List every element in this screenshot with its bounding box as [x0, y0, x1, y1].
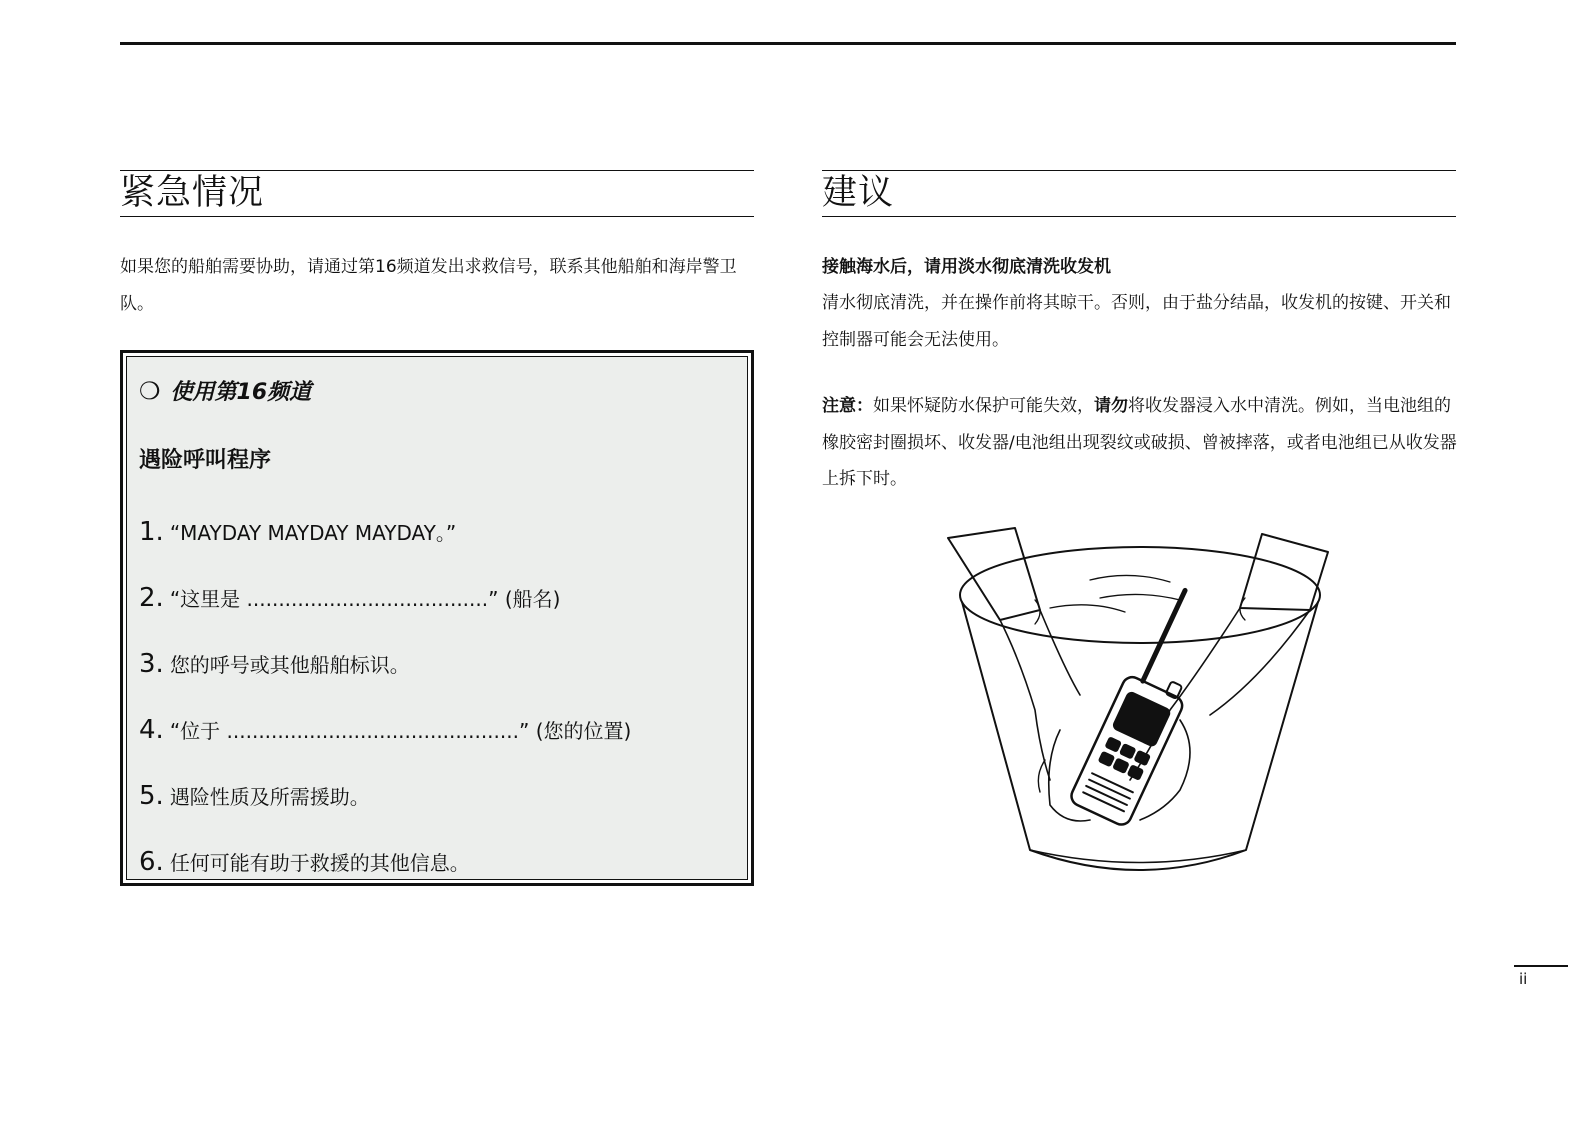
step-number: 6.: [139, 847, 164, 877]
section-heading-recommendation: [822, 170, 1456, 217]
step-text: “位于 ..............................................” (您的位置): [169, 719, 632, 743]
panel-subtitle: 遇险呼叫程序: [139, 448, 272, 473]
section-heading-emergency: [120, 170, 754, 217]
step-item: [139, 583, 560, 613]
washing-radio-illustration: [940, 520, 1340, 890]
ring-bullet-icon: ❍: [139, 377, 161, 405]
radio-handset: [1068, 583, 1227, 828]
panel-inner: [126, 356, 748, 880]
step-item: [139, 781, 370, 811]
page-number: ii: [1519, 970, 1528, 988]
heading-text: 建议: [822, 173, 895, 213]
heading-text: 紧急情况: [120, 173, 265, 213]
step-text: 遇险性质及所需援助。: [169, 785, 370, 809]
step-number: 1.: [139, 517, 164, 547]
tip-title: 接触海水后，请用淡水彻底清洗收发机: [822, 257, 1111, 277]
step-number: 3.: [139, 649, 164, 679]
page-marker-line: [1514, 965, 1568, 967]
caution-paragraph: [822, 388, 1462, 498]
step-item: [139, 649, 410, 679]
panel-title: [139, 375, 311, 406]
caution-warning: 请勿: [1094, 396, 1128, 416]
distress-call-panel: [120, 350, 754, 886]
step-number: 5.: [139, 781, 164, 811]
step-text: 您的呼号或其他船舶标识。: [169, 653, 410, 677]
step-item: [139, 517, 456, 547]
caution-text-1: 如果怀疑防水保护可能失效，: [873, 396, 1094, 416]
step-number: 4.: [139, 715, 164, 745]
step-number: 2.: [139, 583, 164, 613]
left-sleeve: [948, 528, 1040, 620]
caution-text-2: 将收发器浸入水中清洗。例如，当电池组的橡胶密封圈损坏、收发器/电池组出现裂纹或破损、曾被摔落，或者电池组已从收发器上拆下时。: [822, 396, 1457, 489]
step-item: [139, 847, 470, 877]
step-text: “MAYDAY MAYDAY MAYDAY。”: [169, 521, 457, 545]
right-sleeve: [1240, 534, 1328, 610]
step-text: “这里是 ......................................” (船名): [169, 587, 561, 611]
step-item: [139, 715, 631, 745]
intro-paragraph: 如果您的船舶需要协助，请通过第16频道发出求救信号，联系其他船舶和海岸警卫队。: [120, 257, 737, 314]
step-text: 任何可能有助于救援的其他信息。: [169, 851, 470, 875]
tip-body: 清水彻底清洗，并在操作前将其晾干。否则，由于盐分结晶，收发机的按键、开关和控制器可能会无法使用。: [822, 293, 1451, 350]
top-rule: [120, 42, 1456, 45]
caution-label: 注意：: [822, 396, 873, 416]
panel-title-text: 使用第16频道: [170, 380, 312, 405]
